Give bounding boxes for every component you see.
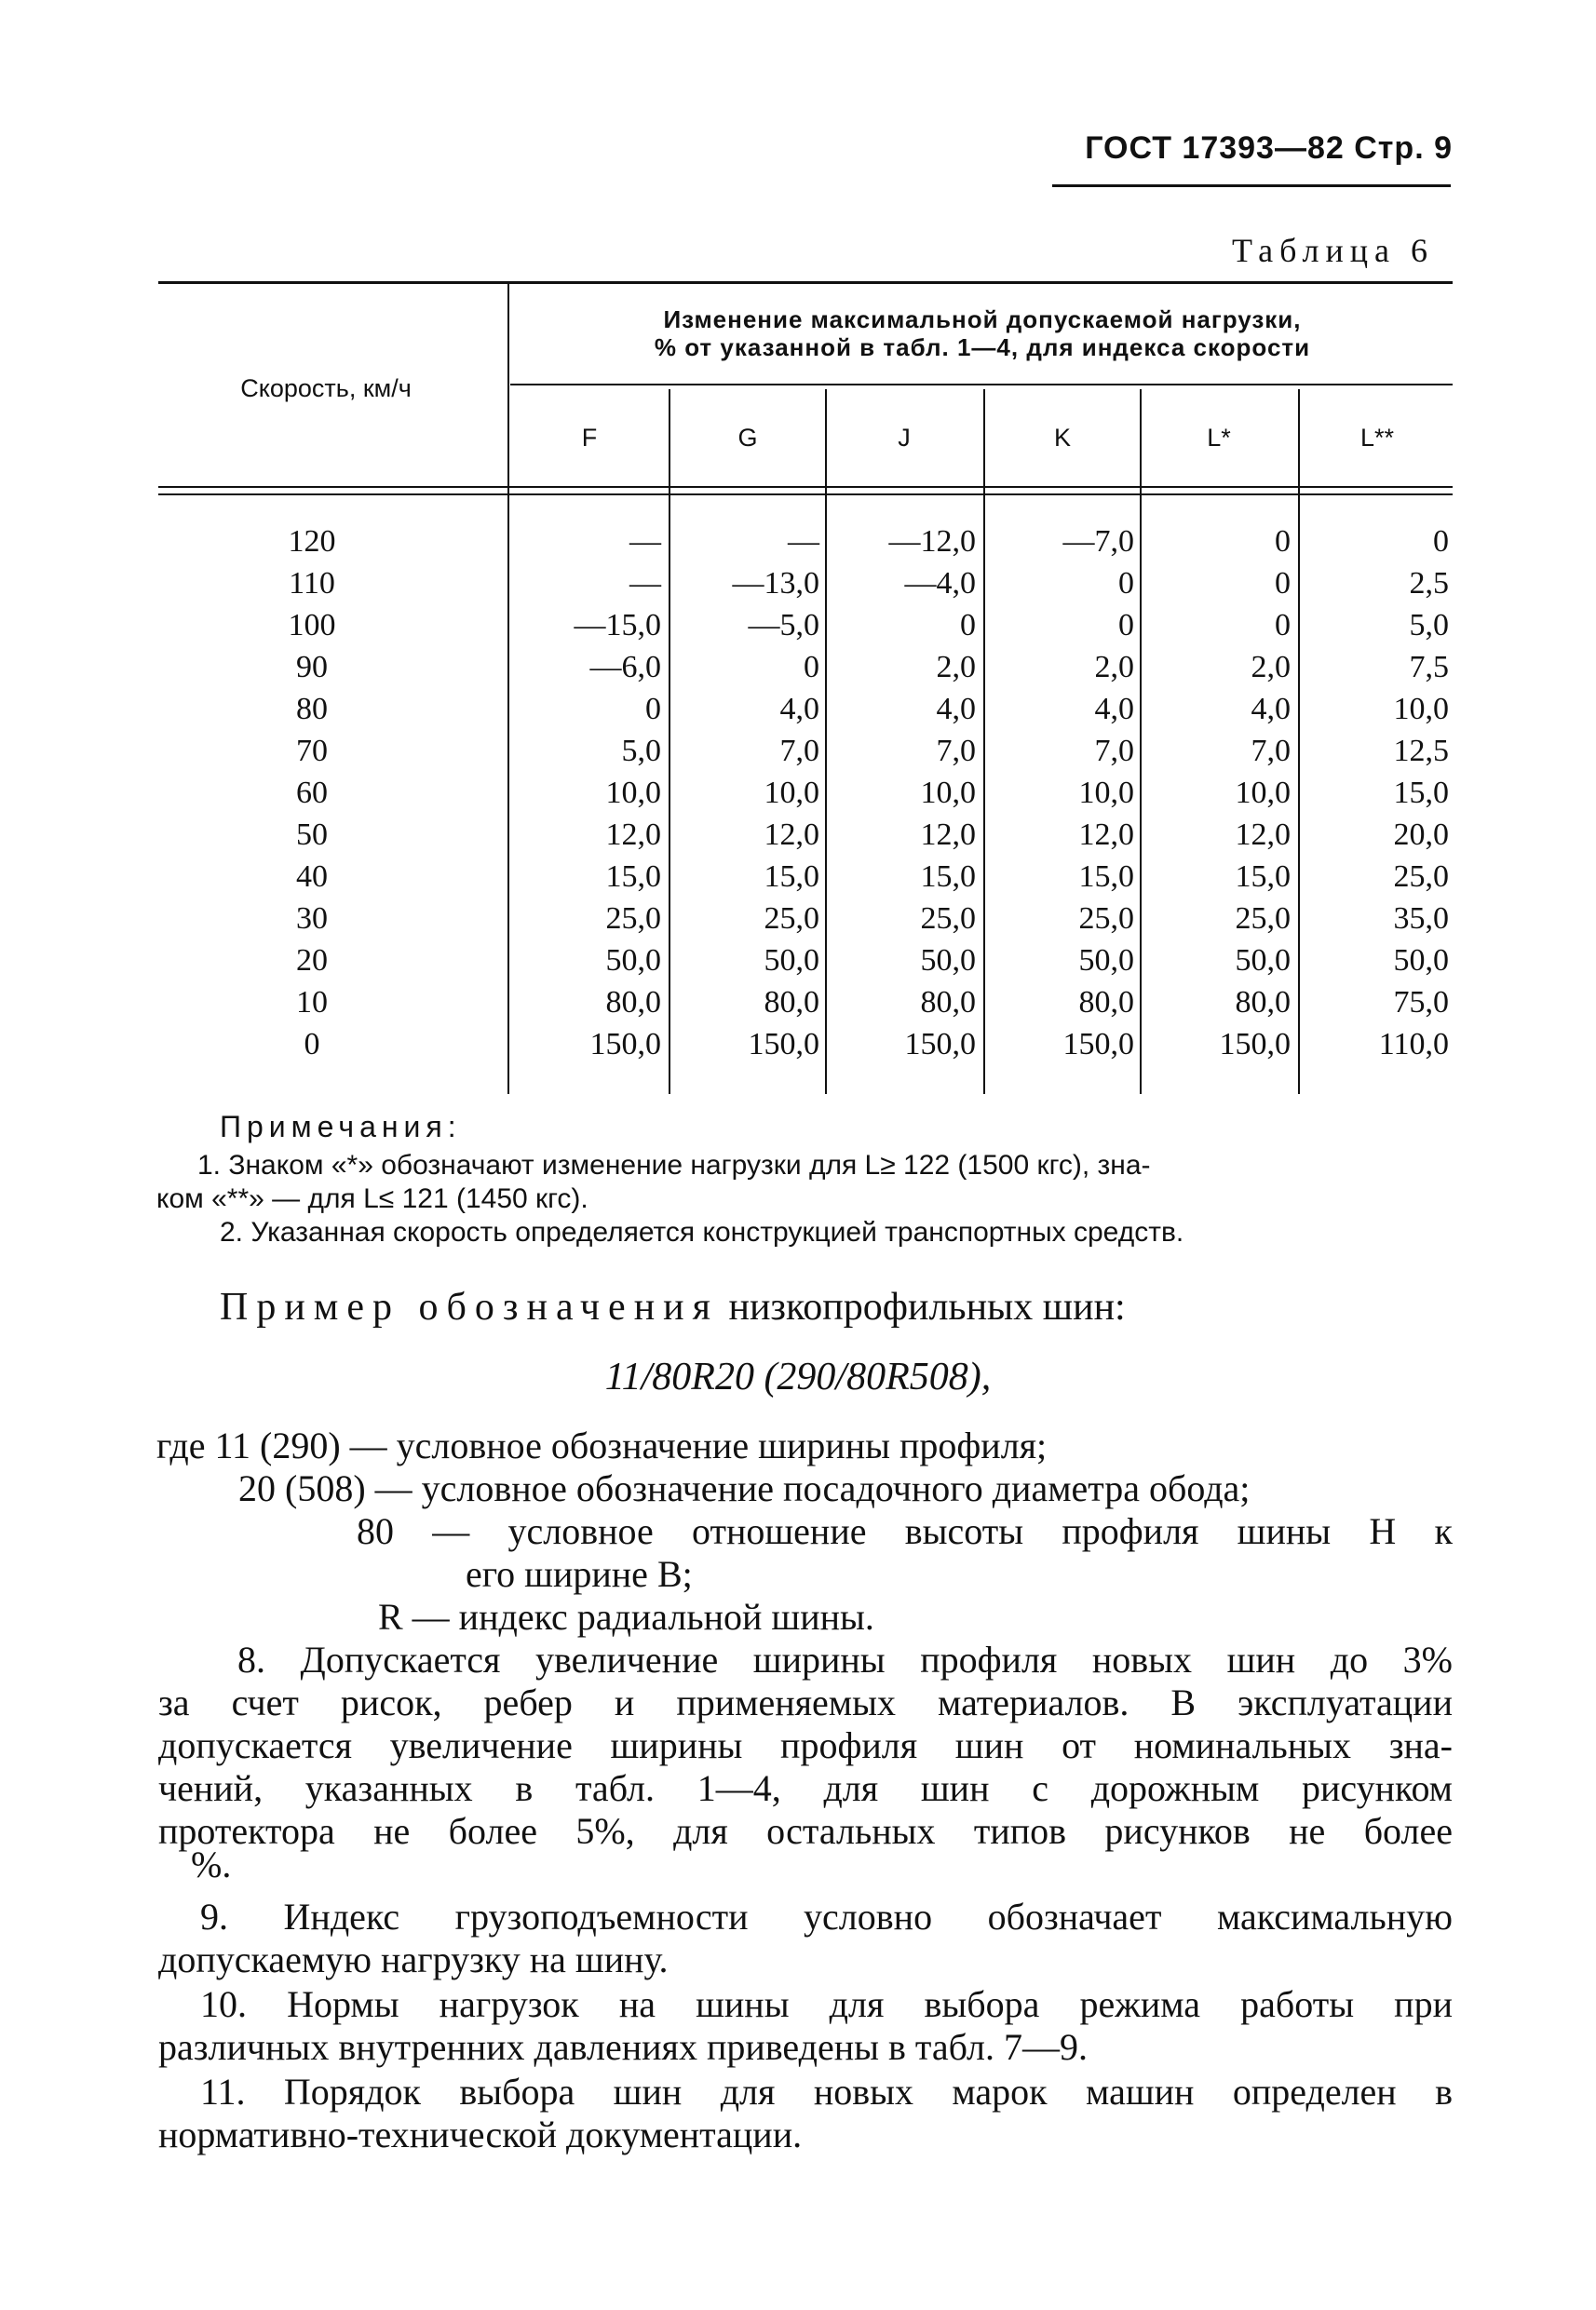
table-cell-value: — <box>629 566 661 601</box>
table-cell-value: 50,0 <box>605 943 661 978</box>
para-9-line-1: 9. Индекс грузоподъемности условно обозначает максимальную <box>200 1896 1453 1938</box>
table-cell-value: 50,0 <box>1393 943 1449 978</box>
table-cell-value: 10,0 <box>1393 692 1449 726</box>
table-cell-value: 0 <box>1275 524 1291 559</box>
para-9-line-2: допускаемую нагрузку на шину. <box>158 1939 669 1980</box>
table-cell-value: —6,0 <box>589 650 661 684</box>
table-cell-speed: 10 <box>296 985 328 1020</box>
table-cell-value: —4,0 <box>904 566 976 601</box>
table-cell-value: 5,0 <box>1409 608 1449 642</box>
column-header-K: K <box>1053 424 1071 452</box>
table-cell-value: 4,0 <box>936 692 976 726</box>
table-cell-value: 4,0 <box>779 692 819 726</box>
table-cell-value: 15,0 <box>605 859 661 894</box>
col-divider-speed <box>507 284 509 1094</box>
table-cell-value: 50,0 <box>1078 943 1134 978</box>
table-cell-value: 50,0 <box>1235 943 1291 978</box>
table-cell-value: 15,0 <box>1078 859 1134 894</box>
table-cell-value: 12,0 <box>605 817 661 852</box>
table-cell-speed: 80 <box>296 692 328 726</box>
table-cell-value: 0 <box>645 692 661 726</box>
table-cell-value: 10,0 <box>920 776 976 810</box>
example-where-1: где 11 (290) — условное обозначение ширины профиля; <box>156 1425 1048 1466</box>
table-cell-value: 150,0 <box>904 1027 976 1061</box>
table-cell-value: 10,0 <box>605 776 661 810</box>
table-cell-value: 0 <box>1275 566 1291 601</box>
table-cell-value: 0 <box>804 650 819 684</box>
example-formula: 11/80R20 (290/80R508), <box>604 1356 992 1398</box>
table-cell-speed: 50 <box>296 817 328 852</box>
example-where-3: 80 — условное отношение высоты профиля шины H к <box>357 1510 1453 1552</box>
table-cell-value: — <box>788 524 819 559</box>
table-cell-value: 12,0 <box>920 817 976 852</box>
table-cell-value: 7,0 <box>936 734 976 768</box>
table-cell-value: 25,0 <box>1393 859 1449 894</box>
para-11-line-2: нормативно-технической документации. <box>158 2114 803 2155</box>
para-8-line-3: допускается увеличение ширины профиля шин от номинальных зна- <box>158 1724 1453 1766</box>
table-cell-speed: 20 <box>296 943 328 978</box>
column-header-L-star: L* <box>1207 424 1231 452</box>
example-where-4: R — индекс радиальной шины. <box>378 1596 874 1638</box>
table-cell-value: 12,0 <box>764 817 819 852</box>
table-cell-value: 10,0 <box>764 776 819 810</box>
table-cell-speed: 90 <box>296 650 328 684</box>
table-cell-value: —12,0 <box>888 524 976 559</box>
table-cell-value: 50,0 <box>920 943 976 978</box>
table-cell-value: 0 <box>960 608 976 642</box>
table-cell-value: — <box>629 524 661 559</box>
page-header: ГОСТ 17393—82 Стр. 9 <box>1085 130 1453 166</box>
col-divider-1 <box>669 389 670 1094</box>
table-cell-value: 7,0 <box>1094 734 1134 768</box>
table-cell-value: 10,0 <box>1235 776 1291 810</box>
table-cell-value: 0 <box>1118 566 1134 601</box>
header-bottom-rule-1 <box>158 486 1453 488</box>
table-cell-value: 25,0 <box>920 901 976 936</box>
table-cell-value: —5,0 <box>748 608 819 642</box>
table-cell-value: 2,0 <box>936 650 976 684</box>
table-caption: Таблица 6 <box>1232 232 1434 269</box>
note-1-line-1: 1. Знаком «*» обозначают изменение нагрузки для L≥ 122 (1500 кгс), зна- <box>197 1150 1151 1181</box>
table-cell-speed: 60 <box>296 776 328 810</box>
subheader-rule <box>510 384 1453 385</box>
para-8-line-5: протектора не более 5%, для остальных типов рисунков не более <box>158 1810 1453 1852</box>
para-8-line-1: 8. Допускается увеличение ширины профиля новых шин до 3% <box>237 1639 1453 1681</box>
table-cell-value: —13,0 <box>732 566 819 601</box>
table-cell-value: 150,0 <box>589 1027 661 1061</box>
table-cell-value: 10,0 <box>1078 776 1134 810</box>
table-cell-value: —7,0 <box>1062 524 1134 559</box>
table-cell-value: 110,0 <box>1378 1027 1449 1061</box>
para-10-line-1: 10. Нормы нагрузок на шины для выбора режима работы при <box>200 1983 1453 2025</box>
table-cell-value: 15,0 <box>1235 859 1291 894</box>
table-cell-value: 80,0 <box>1235 985 1291 1020</box>
table-cell-value: 2,5 <box>1409 566 1449 601</box>
table-cell-value: 25,0 <box>1235 901 1291 936</box>
table-cell-value: 80,0 <box>764 985 819 1020</box>
speed-column-header: Скорость, км/ч <box>240 374 412 402</box>
column-header-G: G <box>737 424 758 452</box>
table-cell-value: 150,0 <box>1062 1027 1134 1061</box>
table-cell-value: 0 <box>1275 608 1291 642</box>
table-cell-speed: 120 <box>288 524 336 559</box>
table-cell-value: 15,0 <box>920 859 976 894</box>
table-cell-value: 20,0 <box>1393 817 1449 852</box>
col-divider-3 <box>983 389 985 1094</box>
table-cell-value: 25,0 <box>1078 901 1134 936</box>
para-8-line-6: %. <box>191 1844 232 1885</box>
example-title <box>220 1285 1126 1330</box>
table-cell-speed: 30 <box>296 901 328 936</box>
example-where-3b: его ширине B; <box>466 1553 693 1595</box>
para-8-line-2: за счет рисок, ребер и применяемых материалов. В эксплуатации <box>158 1682 1453 1723</box>
table-cell-value: 7,5 <box>1409 650 1449 684</box>
table-cell-value: 75,0 <box>1393 985 1449 1020</box>
table-cell-speed: 0 <box>304 1027 320 1061</box>
col-divider-2 <box>825 389 827 1094</box>
table-cell-value: 12,0 <box>1235 817 1291 852</box>
table-cell-value: 7,0 <box>1251 734 1291 768</box>
example-where-2: 20 (508) — условное обозначение посадочного диаметра обода; <box>238 1467 1251 1509</box>
col-divider-4 <box>1140 389 1142 1094</box>
table-cell-value: 0 <box>1118 608 1134 642</box>
table-cell-value: 80,0 <box>920 985 976 1020</box>
column-header-L-double-star: L** <box>1359 424 1395 452</box>
column-header-J: J <box>898 424 911 452</box>
table-cell-value: 80,0 <box>605 985 661 1020</box>
table-cell-value: —15,0 <box>574 608 661 642</box>
para-10-line-2: различных внутренних давлениях приведены в табл. 7—9. <box>158 2026 1088 2068</box>
table-cell-value: 35,0 <box>1393 901 1449 936</box>
note-2: 2. Указанная скорость определяется конструкцией транспортных средств. <box>220 1217 1184 1248</box>
table-cell-value: 5,0 <box>621 734 661 768</box>
table-cell-value: 12,5 <box>1393 734 1449 768</box>
table-cell-value: 150,0 <box>1219 1027 1291 1061</box>
table-cell-value: 4,0 <box>1251 692 1291 726</box>
table-cell-value: 80,0 <box>1078 985 1134 1020</box>
table-cell-speed: 110 <box>289 566 335 601</box>
notes-title: Примечания: <box>220 1110 462 1143</box>
table-cell-value: 150,0 <box>748 1027 819 1061</box>
table-cell-value: 50,0 <box>764 943 819 978</box>
table-cell-value: 0 <box>1433 524 1449 559</box>
table-cell-value: 15,0 <box>764 859 819 894</box>
header-bottom-rule-2 <box>158 493 1453 495</box>
table-cell-value: 25,0 <box>605 901 661 936</box>
header-rule <box>1052 184 1451 187</box>
load-change-group-header <box>512 305 1453 361</box>
table-cell-value: 2,0 <box>1251 650 1291 684</box>
table-cell-value: 4,0 <box>1094 692 1134 726</box>
note-1-line-2: ком «**» — для L≤ 121 (1450 кгс). <box>156 1183 588 1214</box>
table-cell-value: 2,0 <box>1094 650 1134 684</box>
para-8-line-4: чений, указанных в табл. 1—4, для шин с дорожным рисунком <box>158 1767 1453 1809</box>
example-title-spaced: Пример обозначения <box>220 1286 719 1329</box>
table-cell-speed: 40 <box>296 859 328 894</box>
table-cell-value: 25,0 <box>764 901 819 936</box>
table-cell-speed: 70 <box>296 734 328 768</box>
table-cell-value: 12,0 <box>1078 817 1134 852</box>
table-cell-value: 15,0 <box>1393 776 1449 810</box>
group-header-line-1: Изменение максимальной допускаемой нагрузки, <box>663 305 1302 333</box>
column-header-F: F <box>581 424 598 452</box>
table-cell-speed: 100 <box>288 608 336 642</box>
col-divider-5 <box>1298 389 1300 1094</box>
table-top-rule <box>158 281 1453 284</box>
table-cell-value: 7,0 <box>779 734 819 768</box>
example-title-rest: низкопрофильных шин: <box>718 1286 1126 1329</box>
para-11-line-1: 11. Порядок выбора шин для новых марок машин определен в <box>200 2071 1453 2113</box>
group-header-line-2: % от указанной в табл. 1—4, для индекса скорости <box>654 333 1311 361</box>
